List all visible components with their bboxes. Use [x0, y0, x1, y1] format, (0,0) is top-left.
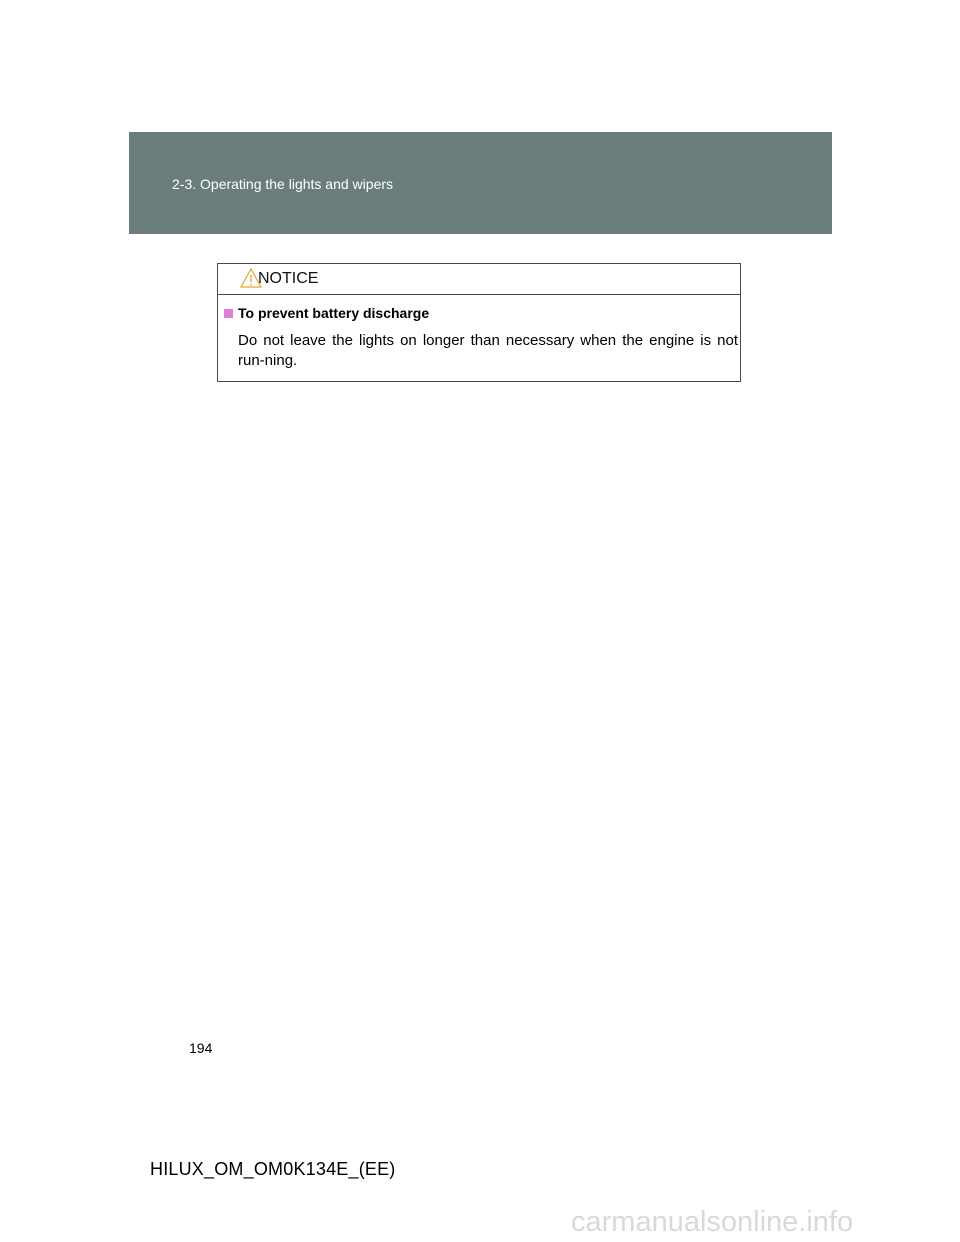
section-header-band	[129, 132, 832, 234]
notice-bullet-row	[218, 305, 740, 325]
page-number: 194	[189, 1040, 213, 1056]
notice-title: NOTICE	[258, 270, 319, 287]
section-title: 2-3. Operating the lights and wipers	[172, 176, 394, 192]
site-watermark: carmanualsonline.info	[571, 1206, 854, 1238]
notice-text: Do not leave the lights on longer than necessary when the engine is not run-ning.	[238, 332, 738, 369]
notice-header	[218, 264, 740, 295]
document-code: HILUX_OM_OM0K134E_(EE)	[150, 1159, 396, 1179]
notice-heading: To prevent battery discharge	[238, 305, 430, 321]
notice-body	[218, 305, 740, 371]
bullet-square-icon	[224, 309, 233, 318]
notice-box	[217, 263, 741, 382]
